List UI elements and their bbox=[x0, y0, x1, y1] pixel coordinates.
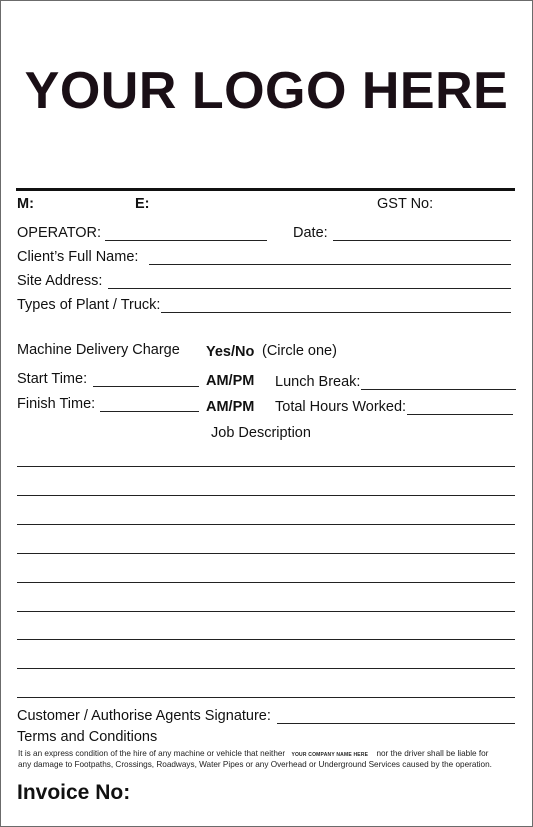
logo-placeholder: YOUR LOGO HERE bbox=[24, 62, 509, 120]
job-description-line[interactable] bbox=[17, 697, 515, 698]
job-description-title: Job Description bbox=[211, 425, 311, 441]
circle-one-note: (Circle one) bbox=[262, 343, 337, 359]
finish-ampm[interactable]: AM/PM bbox=[206, 399, 255, 415]
start-ampm[interactable]: AM/PM bbox=[206, 373, 255, 389]
company-name-placeholder: YOUR COMPANY NAME HERE bbox=[291, 752, 369, 758]
yes-no-option[interactable]: Yes/No bbox=[206, 344, 255, 360]
header-divider bbox=[16, 188, 515, 191]
finish-time-label: Finish Time: bbox=[17, 396, 96, 412]
job-description-line[interactable] bbox=[17, 495, 515, 496]
job-description-line[interactable] bbox=[17, 668, 515, 669]
delivery-charge-label: Machine Delivery Charge bbox=[17, 342, 180, 358]
site-address-label: Site Address: bbox=[17, 273, 103, 289]
finish-time-field[interactable] bbox=[100, 411, 199, 412]
lunch-break-field[interactable] bbox=[361, 389, 516, 390]
job-description-line[interactable] bbox=[17, 582, 515, 583]
date-label: Date: bbox=[293, 225, 328, 241]
job-description-line[interactable] bbox=[17, 466, 515, 467]
email-label: E: bbox=[135, 196, 150, 212]
job-description-line[interactable] bbox=[17, 611, 515, 612]
gst-label: GST No: bbox=[377, 196, 434, 212]
plant-type-label: Types of Plant / Truck: bbox=[17, 297, 161, 313]
signature-label: Customer / Authorise Agents Signature: bbox=[17, 708, 271, 724]
total-hours-label: Total Hours Worked: bbox=[275, 399, 407, 415]
invoice-number-label: Invoice No: bbox=[17, 781, 131, 804]
lunch-break-label: Lunch Break: bbox=[275, 374, 361, 390]
client-name-field[interactable] bbox=[149, 264, 511, 265]
terms-line-2: any damage to Footpaths, Crossings, Roadways, Water Pipes or any Overhead or Underground Services caused by the operation. bbox=[18, 760, 492, 769]
job-description-line[interactable] bbox=[17, 524, 515, 525]
operator-label: OPERATOR: bbox=[17, 225, 102, 241]
job-description-line[interactable] bbox=[17, 553, 515, 554]
terms-title: Terms and Conditions bbox=[17, 729, 158, 745]
operator-field[interactable] bbox=[105, 240, 267, 241]
terms-text-after: nor the driver shall be liable for bbox=[376, 749, 489, 758]
job-description-line[interactable] bbox=[17, 639, 515, 640]
date-field[interactable] bbox=[333, 240, 511, 241]
signature-field[interactable] bbox=[277, 723, 515, 724]
plant-type-field[interactable] bbox=[161, 312, 511, 313]
start-time-label: Start Time: bbox=[17, 371, 88, 387]
terms-text-before: It is an express condition of the hire of any machine or vehicle that neither bbox=[18, 749, 286, 758]
start-time-field[interactable] bbox=[93, 386, 199, 387]
total-hours-field[interactable] bbox=[407, 414, 513, 415]
client-name-label: Client’s Full Name: bbox=[17, 249, 139, 265]
site-address-field[interactable] bbox=[108, 288, 511, 289]
mobile-label: M: bbox=[17, 196, 34, 212]
